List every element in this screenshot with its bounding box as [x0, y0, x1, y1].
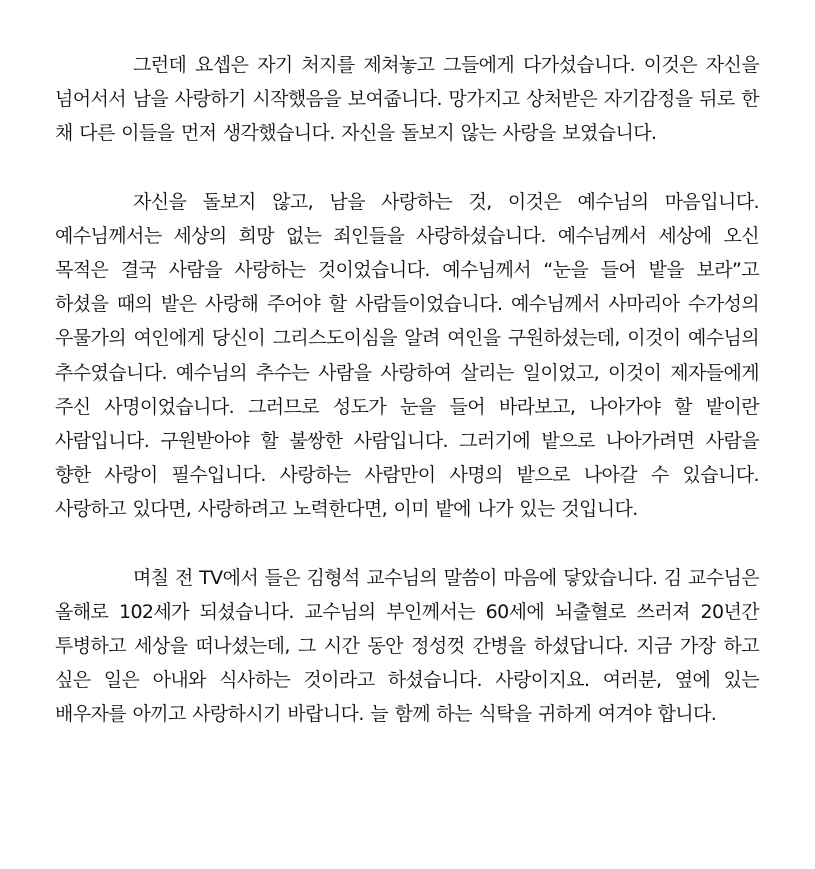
paragraph-2: 자신을 돌보지 않고, 남을 사랑하는 것, 이것은 예수님의 마음입니다. 예수님께서는 세상의 희망 없는 죄인들을 사랑하셨습니다. 예수님께서 세상에 오신 목적은 결국 사람을 사랑하는 것이었습니다. 예수님께서 “눈을 들어 밭을 보라”고 하셨을 때의 밭은 사랑해 주어야 할 사람들이었습니다. 예수님께서 사마리아 수가성의 우물가의 여인에게 당신이 그리스도이심을 알려 여인을 구원하셨는데, 이것이 예수님의 추수였습니다. 예수님의 추수는 사람을 사랑하여 살리는 일이었고, 이것이 제자들에게 주신 사명이었습니다. 그러므로 성도가 눈을 들어 바라보고, 나아가야 할 밭이란 사람입니다. 구원받아야 할 불쌍한 사람입니다. 그러기에 밭으로 나아가려면 사람을 향한 사랑이 필수입니다. 사랑하는 사람만이 사명의 밭으로 나아갈 수 있습니다. 사랑하고 있다면, 사랑하려고 노력한다면, 이미 밭에 나가 있는 것입니다. [55, 190, 759, 521]
paragraph-3: 며칠 전 TV에서 들은 김형석 교수님의 말씀이 마음에 닿았습니다. 김 교수님은 올해로 102세가 되셨습니다. 교수님의 부인께서는 60세에 뇌출혈로 쓰러져 20년간 투병하고 세상을 떠나셨는데, 그 시간 동안 정성껏 간병을 하셨답니다. 지금 가장 하고 싶은 일은 아내와 식사하는 것이라고 하셨습니다. 사랑이지요. 여러분, 옆에 있는 배우자를 아끼고 사랑하시기 바랍니다. 늘 함께 하는 식탁을 귀하게 여겨야 합니다. [55, 566, 759, 726]
paragraph-1: 그런데 요셉은 자기 처지를 제쳐놓고 그들에게 다가섰습니다. 이것은 자신을 넘어서서 남을 사랑하기 시작했음을 보여줍니다. 망가지고 상처받은 자기감정을 뒤로 한 채 다른 이들을 먼저 생각했습니다. 자신을 돌보지 않는 사랑을 보였습니다. [55, 54, 759, 145]
document-body [55, 48, 759, 732]
